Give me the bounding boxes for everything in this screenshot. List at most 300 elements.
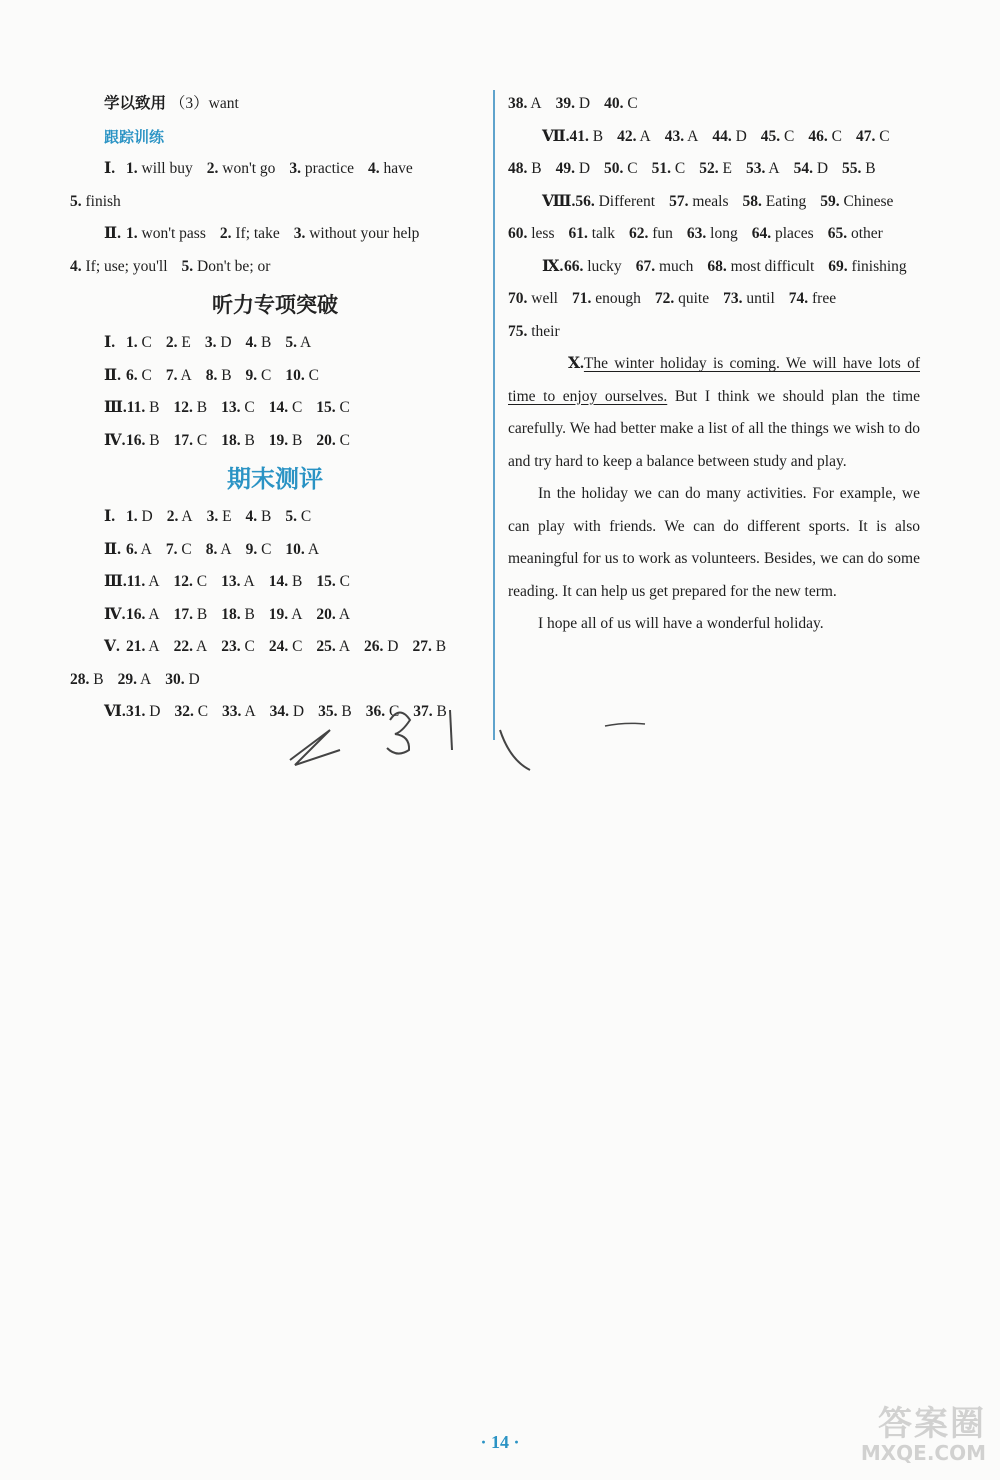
answer-text: B <box>865 160 876 177</box>
answer-item <box>669 193 728 210</box>
answer-item <box>246 508 272 525</box>
answer-item <box>126 160 193 177</box>
answer-text: B <box>592 127 604 145</box>
answer-item <box>789 290 836 307</box>
question-number: 28. <box>70 670 90 688</box>
question-number: 69. <box>828 257 848 275</box>
answer-text: B <box>292 431 303 449</box>
answer-text: A <box>530 95 542 112</box>
apply-label: 学以致用 <box>104 95 167 112</box>
answer-text: A <box>768 160 780 177</box>
question-number: 1. <box>126 334 138 351</box>
question-number: 56. <box>575 192 595 210</box>
apply-text: （3）want <box>169 95 239 112</box>
answer-item <box>126 541 152 558</box>
answer-text: D <box>141 508 153 525</box>
question-number: 4. <box>245 334 258 351</box>
question-number: 62. <box>629 225 649 242</box>
answer-text: A <box>148 573 160 590</box>
answer-item <box>794 160 828 177</box>
question-number: 31. <box>126 703 146 720</box>
answer-text: C <box>141 334 152 351</box>
answer-text: C <box>300 508 312 525</box>
question-number: 59. <box>820 192 840 210</box>
watermark-logo-text: 答案圈 <box>878 1404 986 1444</box>
answer-item <box>246 367 272 384</box>
answer-item <box>166 334 191 351</box>
answer-text: C <box>627 95 638 112</box>
page-number: · 14 · <box>480 1432 520 1452</box>
question-number: 9. <box>245 540 258 558</box>
answer-item <box>294 225 420 242</box>
answer-item <box>699 160 732 177</box>
answer-item <box>221 606 255 623</box>
question-number: 61. <box>568 225 588 242</box>
answer-text: quite <box>678 290 710 307</box>
answer-item <box>636 258 694 275</box>
section-numeral: Ⅸ. <box>542 257 564 275</box>
answer-text: C <box>197 703 209 720</box>
question-number: 11. <box>126 399 146 416</box>
answer-text: A <box>181 508 193 525</box>
question-number: 60. <box>508 225 528 242</box>
answer-item <box>221 573 255 590</box>
answer-item <box>368 160 413 177</box>
answer-text: C <box>674 160 686 177</box>
question-number: 67. <box>635 257 656 275</box>
answer-item <box>752 225 814 242</box>
question-number: 19. <box>268 431 289 449</box>
answer-text: lucky <box>587 257 622 275</box>
question-number: 17. <box>173 605 193 623</box>
watermark-logo <box>796 1406 986 1466</box>
answer-item <box>126 703 160 720</box>
answer-text: If; use; you'll <box>85 257 168 275</box>
question-number: 33. <box>222 703 242 720</box>
question-number: 48. <box>508 160 528 177</box>
answer-item <box>246 334 272 351</box>
answer-row <box>70 425 480 458</box>
answer-text: long <box>710 225 738 242</box>
question-number: 23. <box>221 638 241 655</box>
answer-text: C <box>196 573 208 590</box>
section-numeral: Ⅹ. <box>568 355 584 372</box>
answer-text: A <box>338 638 351 655</box>
answer-item <box>127 399 160 416</box>
answer-text: D <box>735 127 747 145</box>
answer-item <box>364 638 398 655</box>
answer-text: C <box>339 399 350 416</box>
answer-text: Chinese <box>843 192 894 210</box>
answer-text: less <box>531 225 555 242</box>
answer-row <box>508 218 920 251</box>
answer-text: B <box>196 399 208 416</box>
answer-row <box>70 360 480 393</box>
question-number: 11. <box>126 573 146 590</box>
question-number: 13. <box>221 399 241 416</box>
question-number: 58. <box>742 192 762 210</box>
answer-text: B <box>261 508 272 525</box>
question-number: 70. <box>508 290 528 307</box>
question-number: 64. <box>751 225 772 242</box>
question-number: 10. <box>285 540 305 558</box>
answer-item <box>174 573 208 590</box>
answer-item <box>205 334 232 351</box>
question-number: 36. <box>365 703 386 720</box>
answer-text: D <box>578 160 591 177</box>
answer-text: A <box>140 670 152 688</box>
answer-text: will buy <box>141 160 193 177</box>
answer-item <box>564 258 622 275</box>
answer-text: C <box>244 638 255 655</box>
question-number: 44. <box>712 127 732 145</box>
question-number: 2. <box>219 225 232 242</box>
question-number: 20. <box>316 605 336 623</box>
answer-item <box>556 95 590 112</box>
question-number: 71. <box>571 290 592 307</box>
answer-text: most difficult <box>730 257 815 275</box>
answer-item <box>723 290 775 307</box>
listening-heading: 听力专项突破 <box>212 293 338 317</box>
answer-item <box>289 160 354 177</box>
answer-text: well <box>531 290 558 307</box>
question-number: 63. <box>686 225 707 242</box>
answer-text: C <box>261 366 272 384</box>
answer-item <box>508 225 555 242</box>
essay-paragraph-3: I hope all of us will have a wonderful holiday. <box>538 615 824 632</box>
question-number: 4. <box>245 508 258 525</box>
question-number: 5. <box>285 508 297 525</box>
answer-item <box>746 160 780 177</box>
answer-text: A <box>300 334 312 351</box>
answer-text: B <box>244 431 255 449</box>
question-number: 50. <box>604 160 624 177</box>
question-number: 17. <box>173 431 193 449</box>
answer-item <box>617 128 651 145</box>
question-number: 38. <box>508 95 528 112</box>
answer-text: B <box>435 638 447 655</box>
subheading <box>70 121 480 154</box>
question-number: 3. <box>206 508 219 525</box>
answer-text: C <box>879 127 890 145</box>
question-number: 41. <box>569 127 589 145</box>
essay-paragraph-2: In the holiday we can do many activities. For example, we can play with friends. We can do different sports. It is also meaningful for us to work as volunteers. Besides, we can do some reading. It can help us get prepared for the new term. <box>508 485 920 600</box>
question-number: 10. <box>285 366 305 384</box>
question-number: 42. <box>617 127 637 145</box>
section-numeral: Ⅱ. <box>104 225 121 242</box>
question-number: 51. <box>651 160 672 177</box>
question-number: 16. <box>126 605 146 623</box>
answer-text: finish <box>85 192 121 210</box>
answer-text: A <box>220 540 232 558</box>
answer-row <box>70 186 480 219</box>
essay-p1-rest: But I think we should plan the time carefully. We had better make a list of all the things we wish to do and try hard to keep a balance between study and play. <box>508 387 920 470</box>
answer-row <box>508 88 920 121</box>
answer-text: C <box>339 431 350 449</box>
answer-item <box>167 508 193 525</box>
answer-item <box>221 399 255 416</box>
answer-item <box>70 258 168 275</box>
answer-item <box>126 225 206 242</box>
answer-text: D <box>220 334 232 351</box>
answer-item <box>220 225 280 242</box>
answer-item <box>856 128 890 145</box>
watermark-url: MXQE.COM <box>860 1441 986 1465</box>
question-number: 68. <box>707 257 727 275</box>
question-number: 66. <box>564 257 584 275</box>
answer-item <box>508 95 542 112</box>
answer-item <box>246 541 272 558</box>
question-number: 19. <box>268 605 289 623</box>
answer-text: A <box>687 127 699 145</box>
answer-text: A <box>307 540 320 558</box>
question-number: 46. <box>808 127 828 145</box>
answer-row <box>508 153 920 186</box>
question-number: 13. <box>221 573 241 590</box>
right-answers <box>508 88 920 348</box>
answer-text: B <box>261 334 272 351</box>
question-number: 22. <box>173 638 193 655</box>
question-number: 2. <box>166 508 179 525</box>
answer-item <box>222 703 256 720</box>
final-test-heading: 期末测评 <box>227 465 323 493</box>
answer-text: A <box>196 638 208 655</box>
question-number: 14. <box>268 573 289 590</box>
section-numeral: Ⅰ. <box>104 334 116 351</box>
answer-text: B <box>436 703 447 720</box>
answer-item <box>269 606 303 623</box>
question-number: 3. <box>204 334 217 351</box>
answer-row <box>508 251 920 284</box>
answer-text: If; take <box>235 225 280 242</box>
listening-answers <box>70 327 480 457</box>
answer-text: A <box>639 127 651 145</box>
answer-text: B <box>531 160 542 177</box>
answer-item <box>652 160 686 177</box>
question-number: 47. <box>855 127 876 145</box>
answer-item <box>665 128 699 145</box>
answer-row <box>70 566 480 599</box>
question-number: 1. <box>126 160 138 177</box>
question-number: 14. <box>268 399 289 416</box>
question-number: 72. <box>654 290 675 307</box>
answer-item <box>126 508 153 525</box>
answer-item <box>820 193 893 210</box>
answer-text: places <box>774 225 814 242</box>
answer-row <box>70 631 480 664</box>
answer-item <box>269 399 303 416</box>
answer-item <box>828 258 906 275</box>
answer-item <box>221 638 255 655</box>
question-number: 53. <box>745 160 766 177</box>
section-numeral: Ⅴ. <box>104 638 120 655</box>
question-number: 32. <box>174 703 194 720</box>
question-number: 43. <box>664 127 685 145</box>
question-number: 8. <box>205 366 218 384</box>
section-numeral: Ⅲ. <box>104 399 127 416</box>
question-number: 57. <box>669 192 689 210</box>
answer-item <box>285 541 319 558</box>
answer-text: C <box>388 703 400 720</box>
section-numeral: Ⅰ. <box>104 508 116 525</box>
answer-row <box>508 186 920 219</box>
question-number: 20. <box>316 431 336 449</box>
answer-item <box>508 323 560 340</box>
answer-item <box>174 432 208 449</box>
answer-text: C <box>784 127 795 145</box>
answer-item <box>707 258 814 275</box>
answer-text: won't go <box>222 160 276 177</box>
answer-item <box>166 367 192 384</box>
question-number: 73. <box>723 290 743 307</box>
answer-item <box>70 193 121 210</box>
answer-text: A <box>140 540 152 558</box>
question-number: 18. <box>221 431 241 449</box>
answer-text: other <box>850 225 883 242</box>
question-number: 6. <box>126 540 138 558</box>
essay-underlined: The winter holiday is coming. We will have lots of time to enjoy ourselves. <box>508 355 920 405</box>
answer-item <box>575 193 655 210</box>
question-number: 1. <box>126 225 138 242</box>
answer-text: fun <box>652 225 673 242</box>
answer-item <box>126 606 160 623</box>
answer-text: Eating <box>765 192 807 210</box>
question-number: 7. <box>165 366 178 384</box>
answer-row <box>508 121 920 154</box>
question-number: 37. <box>413 703 433 720</box>
answer-text: A <box>338 605 351 623</box>
section-numeral: Ⅵ. <box>104 703 126 720</box>
answer-item <box>316 432 350 449</box>
answer-text: enough <box>595 290 641 307</box>
answer-text: have <box>383 160 413 177</box>
section-numeral: Ⅳ. <box>104 605 126 623</box>
answer-item <box>712 128 746 145</box>
answer-text: A <box>291 605 303 623</box>
question-number: 8. <box>205 540 218 558</box>
question-number: 25. <box>316 638 336 655</box>
answer-item <box>165 671 199 688</box>
answer-text: B <box>149 399 160 416</box>
answer-text: A <box>244 703 256 720</box>
answer-item <box>269 638 303 655</box>
section-numeral: Ⅶ. <box>542 127 570 145</box>
section-numeral: Ⅱ. <box>104 366 121 384</box>
question-number: 4. <box>367 160 380 177</box>
question-number: 40. <box>604 95 624 112</box>
answer-text: C <box>196 431 208 449</box>
answer-item <box>412 638 446 655</box>
answer-item <box>221 432 255 449</box>
answer-item <box>743 193 807 210</box>
answer-row <box>70 599 480 632</box>
essay-paragraph-1 <box>508 348 920 478</box>
answer-item <box>604 160 638 177</box>
question-number: 9. <box>245 366 258 384</box>
answer-item <box>572 290 641 307</box>
answer-text: C <box>627 160 638 177</box>
answer-item <box>166 541 192 558</box>
answer-item <box>126 367 152 384</box>
answer-item <box>126 432 160 449</box>
question-number: 27. <box>412 638 432 655</box>
answer-text: C <box>141 366 152 384</box>
answer-text: B <box>196 605 208 623</box>
answer-item <box>126 334 152 351</box>
answer-row <box>70 153 480 186</box>
answer-item <box>206 541 232 558</box>
answer-row <box>70 251 480 284</box>
answer-text: until <box>746 290 775 307</box>
apply-line <box>70 88 480 121</box>
answer-text: their <box>531 322 560 340</box>
writing-answer <box>508 348 920 641</box>
question-number: 34. <box>269 703 290 720</box>
answer-text: C <box>292 638 303 655</box>
answer-item <box>687 225 738 242</box>
question-number: 5. <box>70 192 82 210</box>
question-number: 45. <box>760 127 781 145</box>
subheading-text: 跟踪训练 <box>104 127 165 146</box>
question-number: 15. <box>316 399 336 416</box>
question-number: 4. <box>70 257 82 275</box>
question-number: 55. <box>842 160 862 177</box>
answer-item <box>629 225 673 242</box>
answer-text: without your help <box>309 225 420 242</box>
answer-text: C <box>308 366 319 384</box>
answer-item <box>604 95 638 112</box>
answer-item <box>655 290 709 307</box>
answer-row <box>70 501 480 534</box>
section-numeral: Ⅷ. <box>542 192 576 210</box>
answer-text: A <box>148 605 160 623</box>
answer-text: C <box>831 127 842 145</box>
answer-item <box>285 334 311 351</box>
answer-item <box>174 703 208 720</box>
answer-text: A <box>148 638 160 655</box>
answer-text: practice <box>304 160 354 177</box>
answer-text: B <box>149 431 160 449</box>
question-number: 2. <box>165 334 178 351</box>
answer-text: B <box>244 605 255 623</box>
answer-item <box>269 432 303 449</box>
answer-item <box>207 508 232 525</box>
answer-item <box>556 160 590 177</box>
answer-text: A <box>180 366 192 384</box>
answer-text: D <box>292 703 305 720</box>
question-number: 30. <box>165 670 185 688</box>
answer-text: D <box>149 703 161 720</box>
question-number: 15. <box>316 573 336 590</box>
question-number: 49. <box>555 160 575 177</box>
answer-text: E <box>722 160 732 177</box>
answer-row <box>70 392 480 425</box>
section-numeral: Ⅳ. <box>104 431 126 449</box>
section-numeral: Ⅰ. <box>104 160 116 177</box>
answer-text: D <box>188 670 200 688</box>
answer-text: meals <box>692 192 729 210</box>
answer-text: C <box>261 540 272 558</box>
question-number: 35. <box>318 703 338 720</box>
answer-item <box>174 638 208 655</box>
answer-item <box>118 671 152 688</box>
answer-text: Don't be; or <box>197 257 271 275</box>
answer-item <box>206 367 232 384</box>
question-number: 16. <box>126 431 146 449</box>
answer-text: D <box>816 160 829 177</box>
left-column <box>70 88 480 729</box>
answer-item <box>569 225 616 242</box>
